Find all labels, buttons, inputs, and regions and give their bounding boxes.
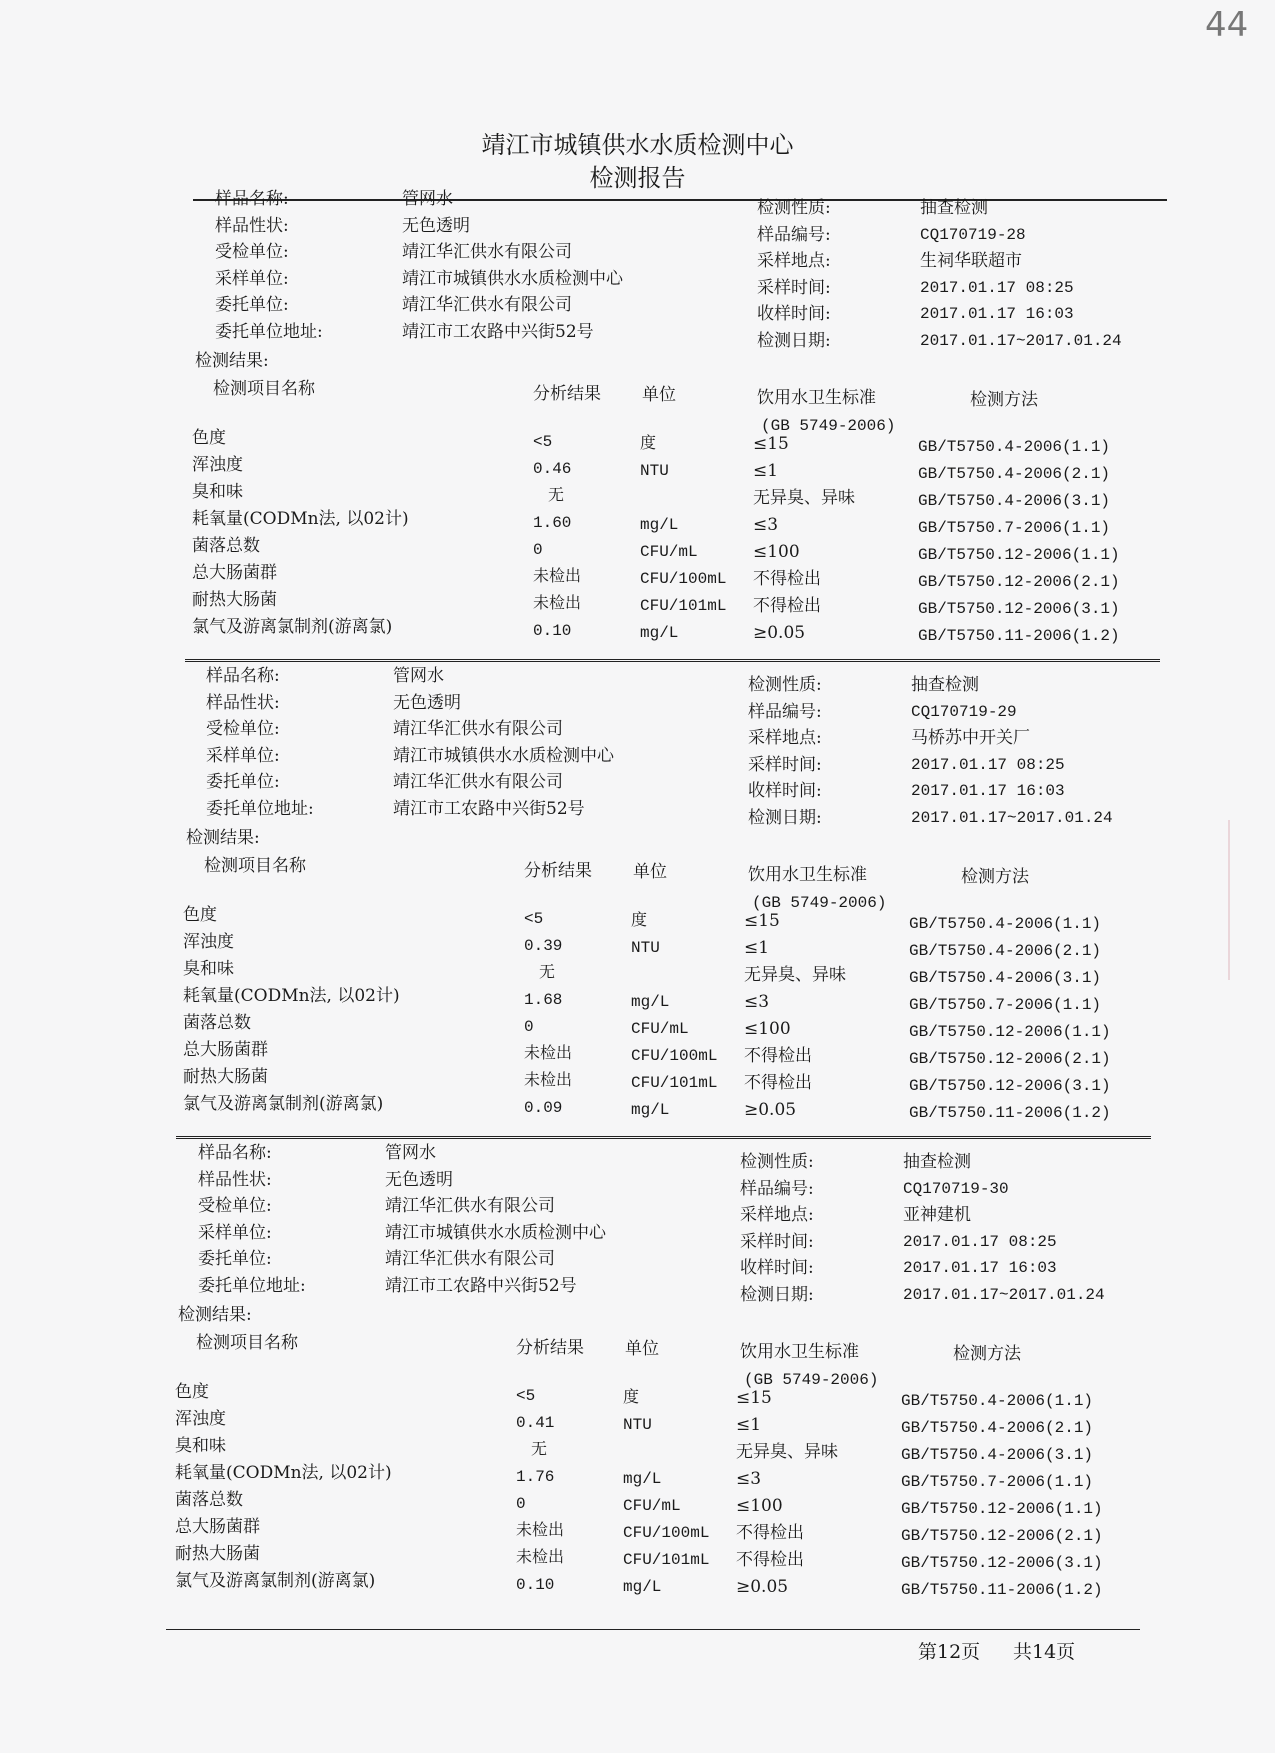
item-unit: CFU/100mL [623, 1524, 710, 1542]
item-name: 色度 [183, 905, 217, 925]
label-sampling-unit: 采样单位: [206, 745, 280, 766]
item-unit: CFU/101mL [623, 1551, 710, 1569]
label-sampling-site: 采样地点: [740, 1205, 814, 1225]
item-name: 氯气及游离氯制剂(游离氯) [183, 1094, 384, 1114]
label-inspected-unit: 受检单位: [198, 1196, 272, 1216]
item-result: 0.09 [524, 1099, 563, 1117]
item-method: GB/T5750.4-2006(2.1) [918, 465, 1111, 483]
value-sampling-unit: 靖江市城镇供水水质检测中心 [393, 745, 614, 766]
item-method: GB/T5750.12-2006(2.1) [918, 573, 1120, 591]
item-standard: ≤1 [744, 938, 770, 958]
value-state: 无色透明 [385, 1169, 453, 1190]
label-sampling-unit: 采样单位: [198, 1222, 272, 1243]
value-sampling-time: 2017.01.17 08:25 [903, 1232, 1057, 1251]
item-standard: ≥0.05 [744, 1100, 797, 1120]
value-receipt-time: 2017.01.17 16:03 [911, 782, 1065, 800]
item-method: GB/T5750.12-2006(3.1) [909, 1077, 1111, 1095]
item-name: 臭和味 [175, 1436, 226, 1456]
item-unit: mg/L [640, 516, 679, 534]
label-sample-name: 样品名称: [215, 189, 289, 209]
value-inspected-unit: 靖江华汇供水有限公司 [393, 719, 563, 739]
item-method: GB/T5750.12-2006(1.1) [901, 1500, 1103, 1518]
item-name: 菌落总数 [192, 536, 260, 556]
label-test-date: 检测日期: [748, 807, 822, 828]
item-method: GB/T5750.4-2006(2.1) [909, 942, 1102, 960]
item-method: GB/T5750.12-2006(2.1) [909, 1050, 1111, 1068]
value-test-date: 2017.01.17~2017.01.24 [920, 331, 1122, 350]
item-result: 无 [548, 487, 565, 505]
label-client-address: 委托单位地址: [198, 1275, 306, 1296]
item-unit: 度 [631, 912, 648, 930]
label-sample-no: 样品编号: [757, 224, 831, 245]
item-standard: 不得检出 [744, 1046, 812, 1066]
col-header-method: 检测方法 [961, 867, 1029, 887]
value-name: 管网水 [385, 1143, 436, 1163]
item-unit: CFU/101mL [631, 1074, 718, 1092]
item-result: <5 [533, 433, 553, 451]
label-sampling-time: 采样时间: [748, 754, 822, 775]
label-receipt-time: 收样时间: [757, 304, 831, 324]
item-unit: CFU/mL [623, 1497, 681, 1515]
item-standard: ≤15 [744, 911, 780, 931]
value-test-date: 2017.01.17~2017.01.24 [911, 808, 1113, 827]
item-name: 氯气及游离氯制剂(游离氯) [175, 1571, 376, 1591]
page-indicator: 第12页 [918, 1641, 981, 1663]
item-result: 1.60 [533, 514, 572, 532]
results-heading: 检测结果: [186, 828, 260, 848]
item-standard: 不得检出 [736, 1550, 804, 1570]
value-name: 管网水 [402, 189, 453, 209]
label-test-nature: 检测性质: [757, 198, 831, 218]
item-standard: 不得检出 [753, 569, 821, 589]
col-header-unit: 单位 [625, 1339, 659, 1359]
item-standard: ≥0.05 [753, 623, 806, 643]
item-result: 1.68 [524, 991, 563, 1009]
value-client-unit: 靖江华汇供水有限公司 [393, 772, 563, 792]
label-sample-name: 样品名称: [198, 1143, 272, 1163]
item-method: GB/T5750.7-2006(1.1) [909, 996, 1102, 1014]
value-inspected-unit: 靖江华汇供水有限公司 [402, 242, 572, 262]
item-name: 菌落总数 [183, 1013, 251, 1033]
value-receipt-time: 2017.01.17 16:03 [920, 305, 1074, 323]
label-sample-state: 样品性状: [198, 1169, 272, 1190]
item-method: GB/T5750.4-2006(1.1) [901, 1392, 1094, 1410]
item-result: 0.10 [533, 622, 572, 640]
item-standard: ≥0.05 [736, 1577, 789, 1597]
item-name: 臭和味 [192, 482, 243, 502]
item-standard: ≤3 [736, 1469, 762, 1489]
item-standard: ≤100 [744, 1019, 791, 1039]
label-client-unit: 委托单位: [215, 295, 289, 315]
item-standard: ≤1 [753, 461, 779, 481]
col-header-unit: 单位 [633, 862, 667, 882]
label-test-nature: 检测性质: [748, 675, 822, 695]
item-result: 未检出 [524, 1072, 573, 1090]
value-sampling-site: 生祠华联超市 [920, 251, 1022, 271]
item-method: GB/T5750.7-2006(1.1) [901, 1473, 1094, 1491]
item-method: GB/T5750.12-2006(3.1) [918, 600, 1120, 618]
item-result: 0.10 [516, 1576, 555, 1594]
value-sampling-site: 亚神建机 [903, 1205, 971, 1225]
item-name: 菌落总数 [175, 1490, 243, 1510]
item-name: 色度 [175, 1382, 209, 1402]
value-client-unit: 靖江华汇供水有限公司 [385, 1249, 555, 1269]
item-unit: 度 [623, 1389, 640, 1407]
results-heading: 检测结果: [178, 1305, 252, 1325]
item-name: 耐热大肠菌 [175, 1544, 260, 1564]
label-test-nature: 检测性质: [740, 1152, 814, 1172]
item-standard: ≤100 [753, 542, 800, 562]
item-standard: ≤15 [753, 434, 789, 454]
item-result: 未检出 [524, 1045, 573, 1063]
item-method: GB/T5750.4-2006(3.1) [918, 492, 1111, 510]
col-header-standard-code: (GB 5749-2006) [761, 417, 896, 435]
title-divider [193, 199, 1167, 201]
value-sampling-site: 马桥苏中开关厂 [911, 728, 1030, 748]
value-client-unit: 靖江华汇供水有限公司 [402, 295, 572, 315]
label-test-date: 检测日期: [757, 330, 831, 351]
item-result: 未检出 [533, 568, 582, 586]
item-standard: 不得检出 [744, 1073, 812, 1093]
item-name: 耐热大肠菌 [183, 1067, 268, 1087]
value-client-address: 靖江市工农路中兴街52号 [393, 798, 585, 819]
value-sample-no: CQ170719-29 [911, 702, 1017, 721]
item-standard: 不得检出 [753, 596, 821, 616]
label-receipt-time: 收样时间: [740, 1258, 814, 1278]
item-standard: ≤3 [753, 515, 779, 535]
item-unit: CFU/mL [631, 1020, 689, 1038]
faint-stamp [1228, 820, 1260, 980]
item-result: 1.76 [516, 1468, 555, 1486]
item-name: 总大肠菌群 [183, 1040, 268, 1060]
item-unit: mg/L [640, 624, 679, 642]
item-name: 耐热大肠菌 [192, 590, 277, 610]
value-test-nature: 抽查检测 [920, 198, 988, 218]
results-heading: 检测结果: [195, 351, 269, 371]
value-sampling-time: 2017.01.17 08:25 [911, 755, 1065, 774]
col-header-standard-code: (GB 5749-2006) [744, 1371, 879, 1389]
item-unit: mg/L [631, 1101, 670, 1119]
label-sample-state: 样品性状: [206, 692, 280, 713]
col-header-method: 检测方法 [970, 390, 1038, 410]
item-result: 0.39 [524, 937, 563, 955]
item-method: GB/T5750.11-2006(1.2) [901, 1581, 1103, 1599]
label-sample-state: 样品性状: [215, 215, 289, 236]
item-name: 色度 [192, 428, 226, 448]
item-name: 耗氧量(CODMn法, 以02计) [175, 1463, 392, 1483]
value-sample-no: CQ170719-28 [920, 225, 1026, 244]
total-pages: 共14页 [1013, 1641, 1076, 1663]
item-name: 总大肠菌群 [175, 1517, 260, 1537]
col-header-result: 分析结果 [524, 861, 592, 881]
label-client-unit: 委托单位: [206, 772, 280, 792]
item-unit: 度 [640, 435, 657, 453]
item-method: GB/T5750.4-2006(1.1) [909, 915, 1102, 933]
item-name: 浑浊度 [175, 1409, 226, 1429]
value-test-nature: 抽查检测 [911, 675, 979, 695]
item-standard: ≤3 [744, 992, 770, 1012]
value-test-nature: 抽查检测 [903, 1152, 971, 1172]
item-result: 0 [533, 541, 543, 559]
item-name: 耗氧量(CODMn法, 以02计) [192, 509, 409, 529]
item-unit: mg/L [631, 993, 670, 1011]
label-test-date: 检测日期: [740, 1284, 814, 1305]
item-name: 氯气及游离氯制剂(游离氯) [192, 617, 393, 637]
item-standard: 无异臭、异味 [753, 488, 855, 508]
col-header-item: 检测项目名称 [196, 1333, 298, 1353]
item-result: 未检出 [516, 1522, 565, 1540]
col-header-result: 分析结果 [533, 384, 601, 404]
label-client-address: 委托单位地址: [215, 321, 323, 342]
value-client-address: 靖江市工农路中兴街52号 [402, 321, 594, 342]
item-unit: CFU/100mL [631, 1047, 718, 1065]
item-result: 0.41 [516, 1414, 555, 1432]
page-number-mark: 44 [1205, 5, 1249, 45]
item-method: GB/T5750.12-2006(1.1) [918, 546, 1120, 564]
item-method: GB/T5750.7-2006(1.1) [918, 519, 1111, 537]
item-unit: CFU/101mL [640, 597, 727, 615]
item-name: 臭和味 [183, 959, 234, 979]
value-inspected-unit: 靖江华汇供水有限公司 [385, 1196, 555, 1216]
item-name: 浑浊度 [183, 932, 234, 952]
item-unit: NTU [631, 939, 660, 957]
value-sampling-time: 2017.01.17 08:25 [920, 278, 1074, 297]
col-header-unit: 单位 [642, 385, 676, 405]
col-header-result: 分析结果 [516, 1338, 584, 1358]
label-sampling-unit: 采样单位: [215, 268, 289, 289]
item-unit: mg/L [623, 1470, 662, 1488]
item-unit: CFU/mL [640, 543, 698, 561]
item-method: GB/T5750.4-2006(1.1) [918, 438, 1111, 456]
label-sample-name: 样品名称: [206, 666, 280, 686]
item-standard: 无异臭、异味 [736, 1442, 838, 1462]
value-state: 无色透明 [393, 692, 461, 713]
item-method: GB/T5750.12-2006(1.1) [909, 1023, 1111, 1041]
value-state: 无色透明 [402, 215, 470, 236]
label-inspected-unit: 受检单位: [206, 719, 280, 739]
value-name: 管网水 [393, 666, 444, 686]
item-result: <5 [524, 910, 544, 928]
item-method: GB/T5750.4-2006(3.1) [901, 1446, 1094, 1464]
label-client-unit: 委托单位: [198, 1249, 272, 1269]
item-unit: CFU/100mL [640, 570, 727, 588]
item-method: GB/T5750.4-2006(3.1) [909, 969, 1102, 987]
item-result: 无 [539, 964, 556, 982]
label-inspected-unit: 受检单位: [215, 242, 289, 262]
label-sample-no: 样品编号: [740, 1178, 814, 1199]
block-divider [176, 1136, 1151, 1139]
label-sampling-site: 采样地点: [757, 251, 831, 271]
item-method: GB/T5750.12-2006(3.1) [901, 1554, 1103, 1572]
value-sampling-unit: 靖江市城镇供水水质检测中心 [385, 1222, 606, 1243]
item-standard: ≤1 [736, 1415, 762, 1435]
item-standard: 不得检出 [736, 1523, 804, 1543]
label-sampling-time: 采样时间: [757, 277, 831, 298]
col-header-standard: 饮用水卫生标准 [757, 388, 876, 408]
col-header-standard: 饮用水卫生标准 [740, 1342, 859, 1362]
item-method: GB/T5750.11-2006(1.2) [909, 1104, 1111, 1122]
item-method: GB/T5750.11-2006(1.2) [918, 627, 1120, 645]
item-unit: NTU [640, 462, 669, 480]
item-result: 0.46 [533, 460, 572, 478]
item-standard: 无异臭、异味 [744, 965, 846, 985]
value-sampling-unit: 靖江市城镇供水水质检测中心 [402, 268, 623, 289]
item-result: 未检出 [516, 1549, 565, 1567]
item-result: 无 [531, 1441, 548, 1459]
col-header-method: 检测方法 [953, 1344, 1021, 1364]
item-result: <5 [516, 1387, 536, 1405]
value-receipt-time: 2017.01.17 16:03 [903, 1259, 1057, 1277]
item-standard: ≤15 [736, 1388, 772, 1408]
item-result: 未检出 [533, 595, 582, 613]
value-sample-no: CQ170719-30 [903, 1179, 1009, 1198]
report-title: 检测报告 [589, 164, 686, 192]
report-org-title: 靖江市城镇供水水质检测中心 [481, 131, 794, 159]
label-client-address: 委托单位地址: [206, 798, 314, 819]
item-method: GB/T5750.4-2006(2.1) [901, 1419, 1094, 1437]
label-sampling-site: 采样地点: [748, 728, 822, 748]
item-name: 耗氧量(CODMn法, 以02计) [183, 986, 400, 1006]
item-method: GB/T5750.12-2006(2.1) [901, 1527, 1103, 1545]
item-result: 0 [516, 1495, 526, 1513]
item-name: 总大肠菌群 [192, 563, 277, 583]
label-receipt-time: 收样时间: [748, 781, 822, 801]
col-header-standard-code: (GB 5749-2006) [752, 894, 887, 912]
col-header-item: 检测项目名称 [213, 379, 315, 399]
col-header-item: 检测项目名称 [204, 856, 306, 876]
col-header-standard: 饮用水卫生标准 [748, 865, 867, 885]
item-unit: NTU [623, 1416, 652, 1434]
value-test-date: 2017.01.17~2017.01.24 [903, 1285, 1105, 1304]
item-standard: ≤100 [736, 1496, 783, 1516]
item-unit: mg/L [623, 1578, 662, 1596]
item-result: 0 [524, 1018, 534, 1036]
item-name: 浑浊度 [192, 455, 243, 475]
label-sampling-time: 采样时间: [740, 1231, 814, 1252]
block-divider [185, 659, 1160, 662]
footer-divider [166, 1629, 1140, 1630]
value-client-address: 靖江市工农路中兴街52号 [385, 1275, 577, 1296]
label-sample-no: 样品编号: [748, 701, 822, 722]
